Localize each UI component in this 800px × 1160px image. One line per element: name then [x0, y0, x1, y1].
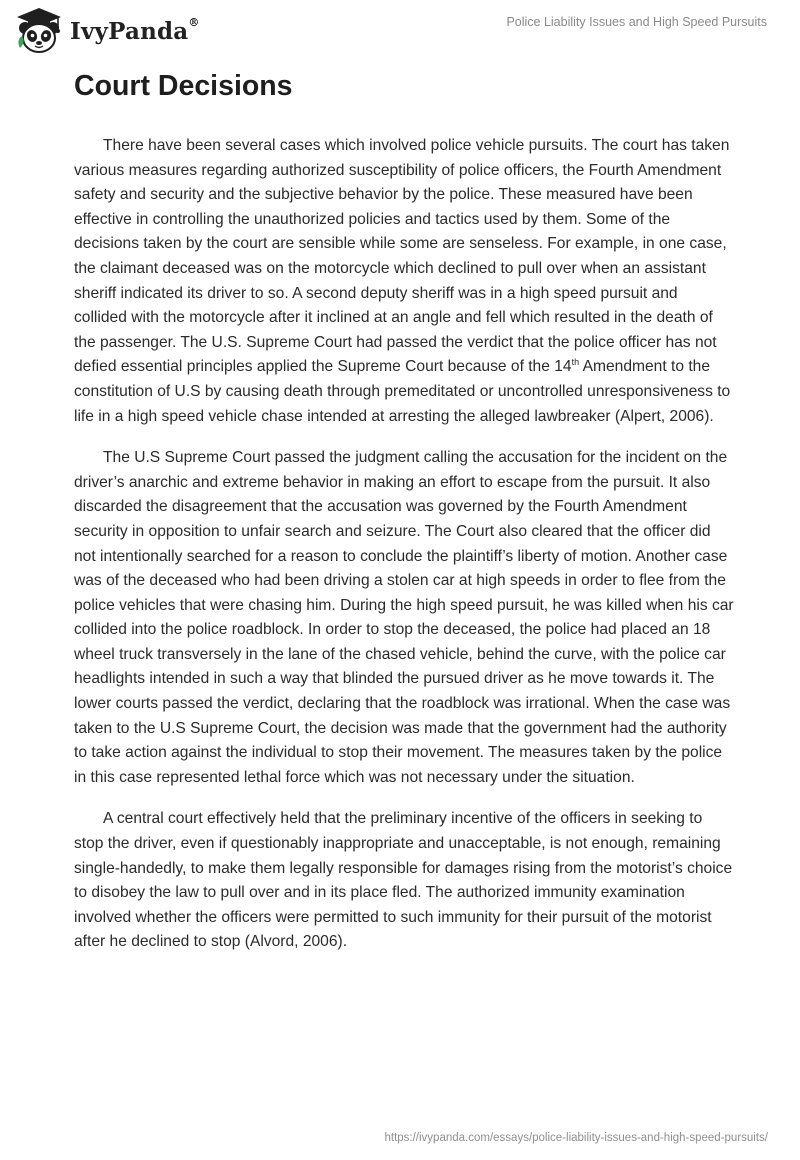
- page-header: [0, 0, 800, 60]
- document-title: Police Liability Issues and High Speed Pursuits: [506, 15, 767, 29]
- panda-graduate-icon: [14, 6, 64, 56]
- section-heading: Court Decisions: [74, 70, 293, 102]
- article-body: [74, 134, 734, 972]
- paragraph-1: There have been several cases which involved police vehicle pursuits. The court has taken various measures regarding authorized susceptibility of police officers, the Fourth Amendment safety and security and the subjective behavior by the police. These measured have been effective in controlling the unauthorized policies and tactics used by them. Some of the decisions taken by the court are sensible while some are senseless. For example, in one case, the claimant deceased was on the motorcycle which declined to pull over when an assistant sheriff indicated its driver to so. A second deputy sheriff was in a high speed pursuit and collided with the motorcycle after it inclined at an angle and fell which resulted in the death of the passenger. The U.S. Supreme Court had passed the verdict that the police officer has not defied essential principles applied the Supreme Court because of the 14th Amendment to the constitution of U.S by causing death through premeditated or uncontrolled unresponsiveness to life in a high speed vehicle chase intended at arresting the alleged lawbreaker (Alpert, 2006).: [74, 137, 731, 425]
- paragraph-2: The U.S Supreme Court passed the judgment calling the accusation for the incident on the driver’s anarchic and extreme behavior in making an effort to escape from the pursuit. It also discarded the disagreement that the accusation was governed by the Fourth Amendment security in opposition to unfair search and seizure. The Court also cleared that the officer did not intentionally searched for a reason to conclude the plaintiff’s liberty of motion. Another case was of the deceased who had been driving a stolen car at high speeds in order to flee from the police vehicles that were chasing him. During the high speed pursuit, he was killed when his car collided into the police roadblock. In order to stop the deceased, the police had placed an 18 wheel truck transversely in the lane of the chased vehicle, behind the curve, with the police car headlights intended in such a way that blinded the pursued driver as he move towards it. The lower courts passed the verdict, declaring that the roadblock was irrational. When the case was taken to the U.S Supreme Court, the decision was made that the government had the authority to take action against the individual to stop their movement. The measures taken by the police in this case represented lethal force which was not necessary under the situation.: [74, 449, 734, 786]
- paragraph-3: A central court effectively held that the preliminary incentive of the officers in seeking to stop the driver, even if questionably inappropriate and unacceptable, is not enough, remaining single-handedly, to make them legally responsible for damages rising from the motorist’s choice to disobey the law to pull over and in its place fled. The authorized immunity examination involved whether the officers were permitted to such immunity for their pursuit of the motorist after he declined to stop (Alvord, 2006).: [74, 810, 733, 951]
- source-url[interactable]: https://ivypanda.com/essays/police-liability-issues-and-high-speed-pursuits/: [384, 1132, 768, 1144]
- ivypanda-logo[interactable]: [14, 6, 200, 56]
- logo-wordmark: IvyPanda®: [70, 15, 200, 45]
- registered-mark: ®: [188, 15, 200, 29]
